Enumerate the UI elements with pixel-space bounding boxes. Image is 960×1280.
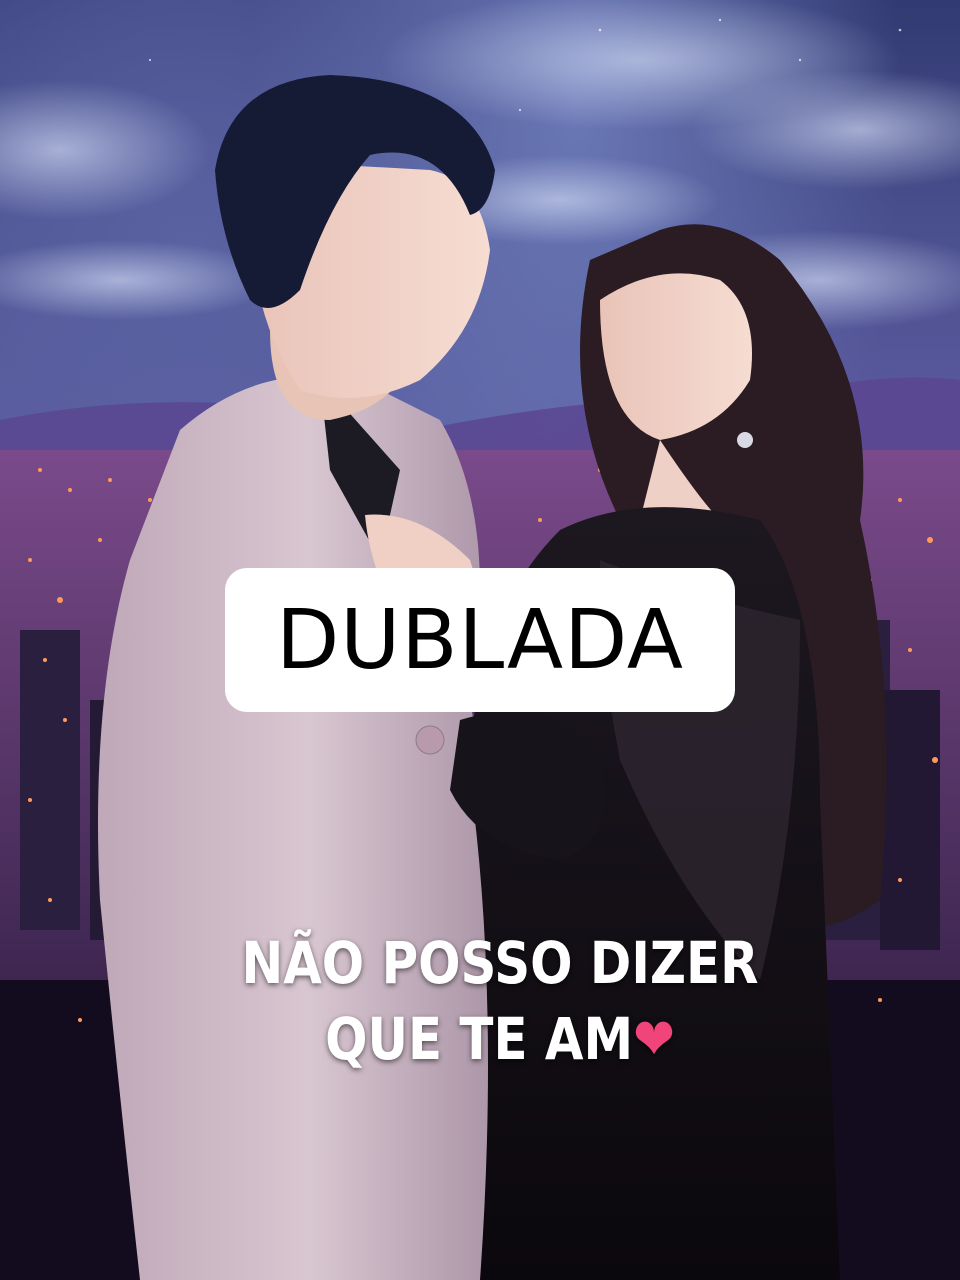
title-line-1: NÃO POSSO DIZER <box>241 929 759 997</box>
title-line-2-text: QUE TE AM <box>325 1005 634 1073</box>
title-line-2 <box>233 1001 766 1077</box>
movie-title <box>233 925 766 1077</box>
dubbed-badge <box>225 568 735 712</box>
dubbed-label: DUBLADA <box>276 592 684 688</box>
heart-icon: ❤ <box>633 1005 675 1073</box>
